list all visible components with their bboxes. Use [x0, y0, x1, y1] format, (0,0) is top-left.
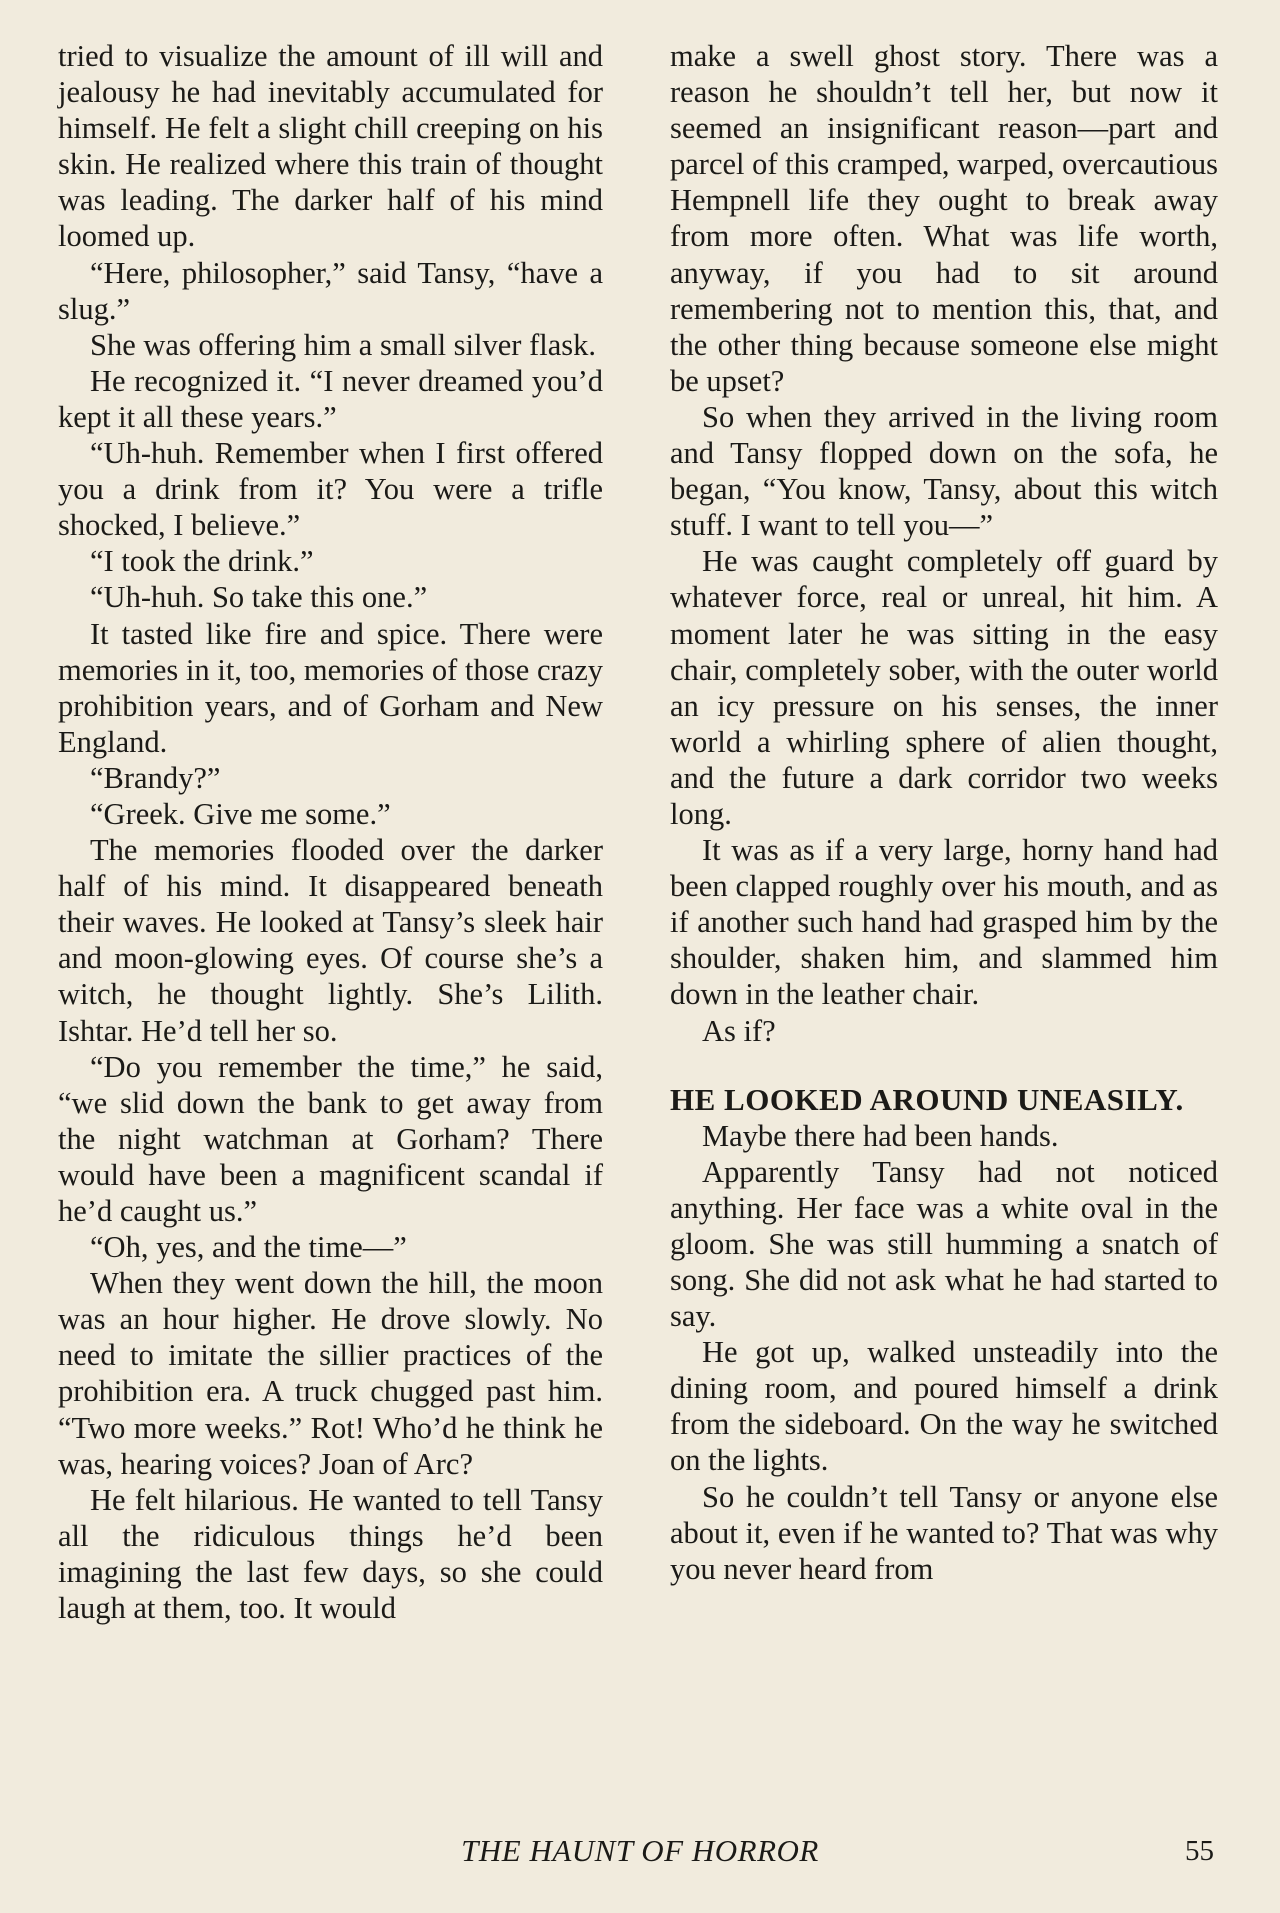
paragraph: It tasted like fire and spice. There were memories in it, too, memories of those crazy prohibition years, and of Gorham and New England. [58, 616, 603, 759]
page-number: 55 [1185, 1835, 1214, 1867]
paragraph: He felt hilarious. He wanted to tell Tansy all the ridiculous things he’d been imagining the last few days, so she could laugh at them, too. It would [58, 1482, 603, 1626]
paragraph: “Uh-huh. So take this one.” [90, 580, 428, 615]
paragraph: “Brandy?” [90, 760, 221, 795]
paragraph: The memories flooded over the darker half of his mind. It disappeared beneath their waves. He looked at Tansy’s sleek hair and moon-glowing eyes. Of course she’s a witch, he thought lightly. She’s Lilith. Ishtar. He’d tell her so. [58, 833, 603, 1048]
paragraph: tried to visualize the amount of ill will and jealousy he had inevitably accumulated for himself. He felt a slight chill creeping on his skin. He realized where this train of thought was leading. The darker half of his mind loomed up. [58, 39, 603, 254]
paragraph: “Uh-huh. Remember when I first offered you a drink from it? You were a trifle shocked, I believe.” [58, 436, 603, 543]
paragraph: “Greek. Give me some.” [90, 796, 391, 831]
paragraph: He was caught completely off guard by whatever force, real or unreal, hit him. A moment later he was sitting in the easy chair, completely sober, with the outer world an icy pressure on his senses, the inner world a whirling sphere of alien thought, and the future a dark corridor two weeks long. [670, 544, 1218, 831]
paragraph: Maybe there had been hands. [702, 1118, 1059, 1153]
paragraph: “Oh, yes, and the time—” [90, 1230, 407, 1265]
paragraph: When they went down the hill, the moon was an hour higher. He drove slowly. No need to imitate the sillier practices of the prohibition era. A truck chugged past him. “Two more weeks.” Rot! Who’d he think he was, hearing voices? Joan of Arc? [58, 1266, 603, 1481]
paragraph: “Do you remember the time,” he said, “we slid down the bank to get away from the night watchman at Gorham? There would have been a magnificent scandal if he’d caught us.” [58, 1049, 603, 1228]
paragraph: She was offering him a small silver flask. [90, 327, 596, 362]
section-subheading: HE LOOKED AROUND UNEASILY. [670, 1081, 1184, 1117]
paragraph: “Here, philosopher,” said Tansy, “have a slug.” [58, 255, 603, 326]
paragraph: So when they arrived in the living room and Tansy flopped down on the sofa, he began, “You know, Tansy, about this witch stuff. I want to tell you—” [670, 399, 1218, 543]
paragraph: As if? [702, 1013, 776, 1048]
paragraph: “I took the drink.” [90, 544, 314, 579]
paragraph: make a swell ghost story. There was a reason he shouldn’t tell her, but now it seemed an insignificant reason—part and parcel of this cramped, warped, overcautious Hempnell life they ought to break away from more often. What was life worth, anyway, if you had to sit around remembering not to mention this, that, and the other thing because someone else might be upset? [670, 39, 1218, 398]
paragraph: It was as if a very large, horny hand had been clapped roughly over his mouth, and as if another such hand had grasped him by the shoulder, shaken him, and slammed him down in the leather chair. [670, 833, 1218, 1012]
running-footer-title: THE HAUNT OF HORROR [461, 1833, 819, 1868]
right-column [670, 38, 1218, 1587]
paragraph: He got up, walked unsteadily into the dining room, and poured himself a drink from the sideboard. On the way he switched on the lights. [670, 1335, 1218, 1478]
paragraph: Apparently Tansy had not noticed anything. Her face was a white oval in the gloom. She was still humming a snatch of song. She did not ask what he had started to say. [670, 1154, 1218, 1334]
left-column [58, 38, 603, 1626]
paragraph: So he couldn’t tell Tansy or anyone else about it, even if he wanted to? That was why you never heard from [670, 1479, 1218, 1586]
paragraph: He recognized it. “I never dreamed you’d kept it all these years.” [58, 363, 603, 434]
